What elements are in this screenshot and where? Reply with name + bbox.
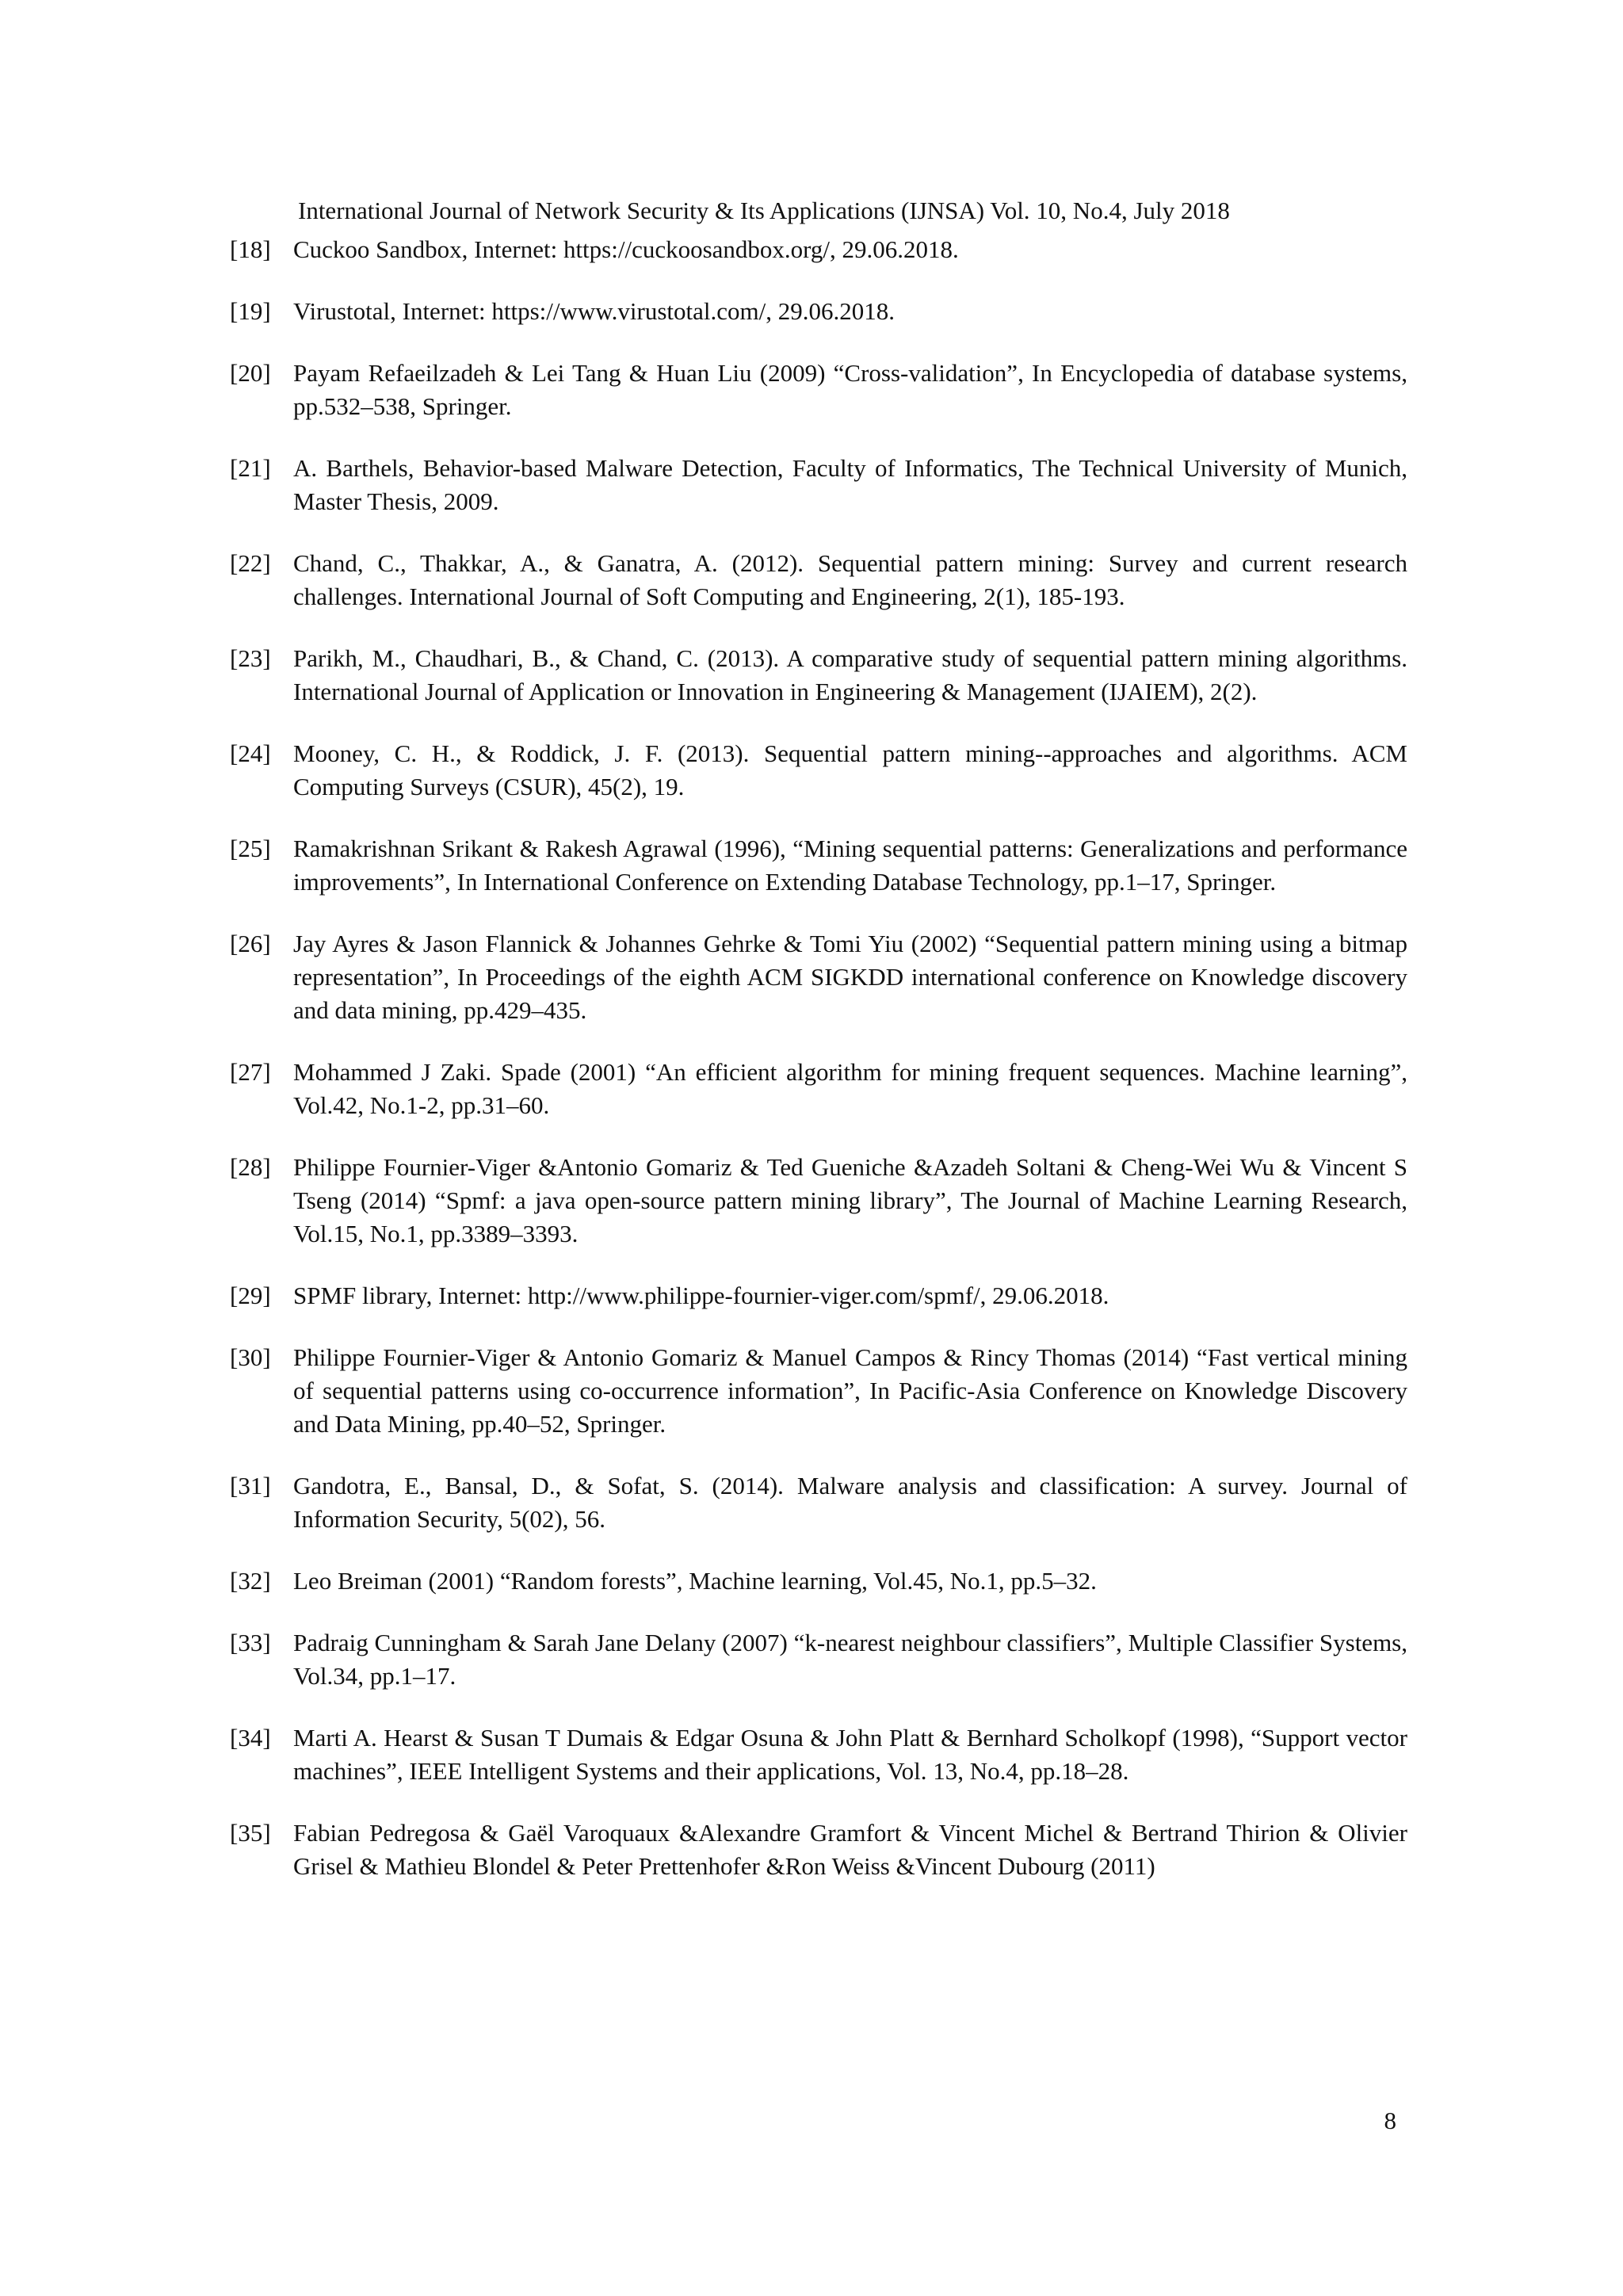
reference-text: Mooney, C. H., & Roddick, J. F. (2013). Sequential pattern mining--approaches and algorithms. ACM Computing Surveys (CSUR), 45(2), 19. <box>293 739 1407 800</box>
reference-32 <box>230 1564 1407 1598</box>
reference-18 <box>230 233 1407 266</box>
page-number: 8 <box>1384 2107 1396 2134</box>
reference-text: Fabian Pedregosa & Gaël Varoquaux &Alexandre Gramfort & Vincent Michel & Bertrand Thirion & Olivier Grisel & Mathieu Blondel & Peter Prettenhofer &Ron Weiss &Vincent Dubourg (2011) <box>293 1819 1407 1880</box>
reference-text: Philippe Fournier-Viger &Antonio Gomariz & Ted Gueniche &Azadeh Soltani & Cheng-Wei Wu & Vincent S Tseng (2014) “Spmf: a java open-source pattern mining library”, The Journal of Machine Learning Research, Vol.15, No.1, pp.3389–3393. <box>293 1153 1407 1247</box>
reference-text: SPMF library, Internet: http://www.philippe-fournier-viger.com/spmf/, 29.06.2018. <box>293 1282 1109 1309</box>
reference-25 <box>230 832 1407 899</box>
reference-text: Virustotal, Internet: https://www.virustotal.com/, 29.06.2018. <box>293 297 895 325</box>
reference-label: [28] <box>230 1153 271 1181</box>
reference-19 <box>230 295 1407 328</box>
reference-23 <box>230 642 1407 709</box>
reference-30 <box>230 1341 1407 1441</box>
reference-24 <box>230 737 1407 804</box>
reference-text: Payam Refaeilzadeh & Lei Tang & Huan Liu (2009) “Cross-validation”, In Encyclopedia of database systems, pp.532–538, Springer. <box>293 359 1407 420</box>
reference-label: [34] <box>230 1724 271 1752</box>
reference-31 <box>230 1469 1407 1536</box>
reference-text: Cuckoo Sandbox, Internet: https://cuckoosandbox.org/, 29.06.2018. <box>293 235 959 263</box>
reference-text: A. Barthels, Behavior-based Malware Detection, Faculty of Informatics, The Technical University of Munich, Master Thesis, 2009. <box>293 454 1407 515</box>
reference-label: [20] <box>230 359 271 387</box>
reference-text: Mohammed J Zaki. Spade (2001) “An efficient algorithm for mining frequent sequences. Machine learning”, Vol.42, No.1-2, pp.31–60. <box>293 1058 1407 1119</box>
reference-label: [23] <box>230 644 271 672</box>
reference-29 <box>230 1279 1407 1312</box>
reference-text: Padraig Cunningham & Sarah Jane Delany (2007) “k-nearest neighbour classifiers”, Multiple Classifier Systems, Vol.34, pp.1–17. <box>293 1629 1407 1690</box>
reference-label: [33] <box>230 1629 271 1656</box>
reference-text: Marti A. Hearst & Susan T Dumais & Edgar Osuna & John Platt & Bernhard Scholkopf (1998), “Support vector machines”, IEEE Intelligent Systems and their applications, Vol. 13, No.4, pp.18–28. <box>293 1724 1407 1785</box>
reference-34 <box>230 1721 1407 1788</box>
reference-label: [26] <box>230 930 271 957</box>
reference-label: [22] <box>230 549 271 577</box>
reference-text: Ramakrishnan Srikant & Rakesh Agrawal (1996), “Mining sequential patterns: Generalizations and performance improvements”, In International Conference on Extending Database Technology, pp.1–17, Springer. <box>293 835 1407 896</box>
reference-33 <box>230 1626 1407 1693</box>
running-header: International Journal of Network Security & Its Applications (IJNSA) Vol. 10, No.4, July 2018 <box>298 197 1230 224</box>
reference-label: [30] <box>230 1343 271 1371</box>
reference-26 <box>230 927 1407 1027</box>
reference-label: [31] <box>230 1472 271 1499</box>
reference-text: Leo Breiman (2001) “Random forests”, Machine learning, Vol.45, No.1, pp.5–32. <box>293 1567 1097 1595</box>
reference-22 <box>230 547 1407 613</box>
reference-21 <box>230 452 1407 518</box>
reference-label: [18] <box>230 235 271 263</box>
reference-label: [21] <box>230 454 271 482</box>
reference-text: Chand, C., Thakkar, A., & Ganatra, A. (2012). Sequential pattern mining: Survey and current research challenges. International Journal of Soft Computing and Engineering, 2(1), 185-193. <box>293 549 1407 610</box>
reference-label: [29] <box>230 1282 271 1309</box>
reference-text: Parikh, M., Chaudhari, B., & Chand, C. (2013). A comparative study of sequential pattern mining algorithms. International Journal of Application or Innovation in Engineering & Management (IJAIEM), 2(2). <box>293 644 1407 705</box>
reference-20 <box>230 357 1407 423</box>
reference-label: [27] <box>230 1058 271 1086</box>
reference-label: [19] <box>230 297 271 325</box>
reference-label: [24] <box>230 739 271 767</box>
reference-text: Philippe Fournier-Viger & Antonio Gomariz & Manuel Campos & Rincy Thomas (2014) “Fast vertical mining of sequential patterns using co-occurrence information”, In Pacific-Asia Conference on Knowledge Discovery and Data Mining, pp.40–52, Springer. <box>293 1343 1407 1438</box>
reference-28 <box>230 1151 1407 1251</box>
reference-text: Jay Ayres & Jason Flannick & Johannes Gehrke & Tomi Yiu (2002) “Sequential pattern mining using a bitmap representation”, In Proceedings of the eighth ACM SIGKDD international conference on Knowledge discovery and data mining, pp.429–435. <box>293 930 1407 1024</box>
reference-label: [25] <box>230 835 271 862</box>
reference-27 <box>230 1056 1407 1122</box>
reference-label: [35] <box>230 1819 271 1847</box>
reference-text: Gandotra, E., Bansal, D., & Sofat, S. (2014). Malware analysis and classification: A survey. Journal of Information Security, 5(02), 56. <box>293 1472 1407 1533</box>
reference-label: [32] <box>230 1567 271 1595</box>
reference-list <box>230 233 1407 1912</box>
reference-35 <box>230 1817 1407 1883</box>
